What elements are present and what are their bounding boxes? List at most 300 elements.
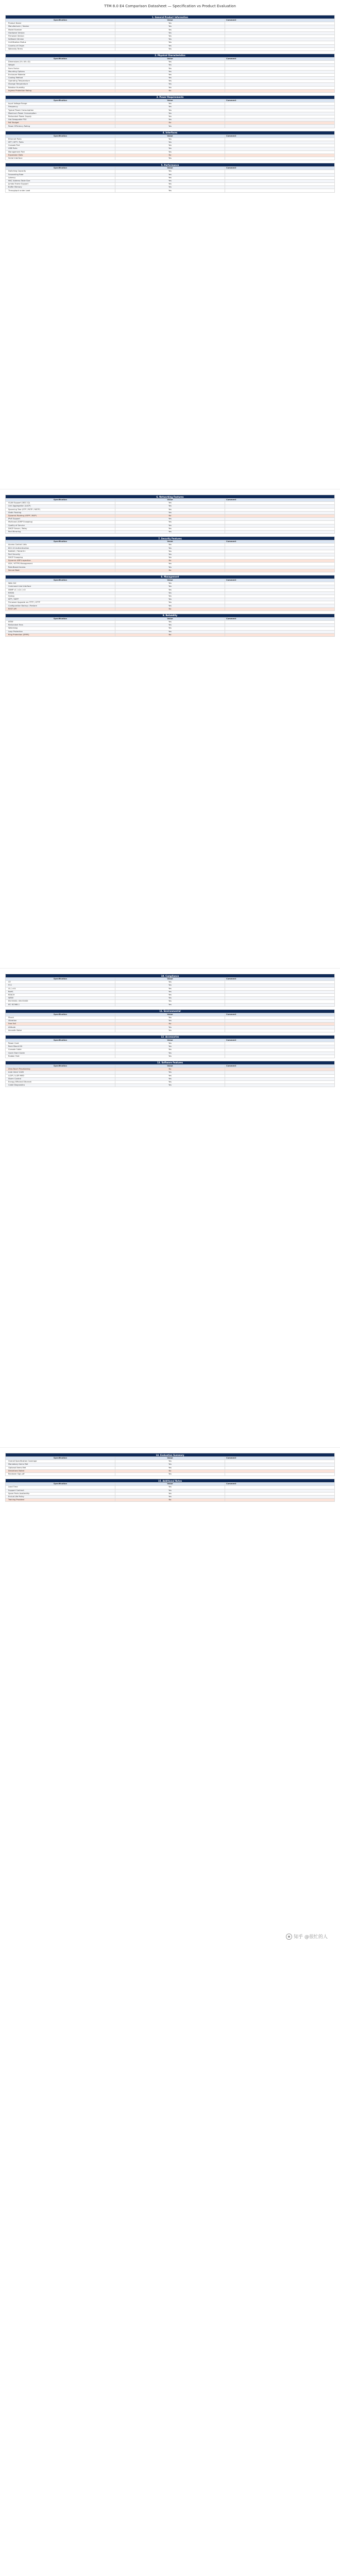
section-band — [6, 1035, 335, 1039]
value-cell: Yes — [115, 601, 225, 604]
section-band — [6, 537, 335, 540]
value-cell: Yes — [115, 1029, 225, 1032]
value-cell: Yes — [115, 44, 225, 47]
value-cell: Yes — [115, 505, 225, 508]
column-header-value: Value — [115, 134, 225, 138]
spec-cell: REST API — [6, 607, 115, 611]
spec-cell: DHCP Server / Relay — [6, 527, 115, 530]
value-cell: Yes — [115, 981, 225, 984]
column-header-spec: Specification — [6, 167, 115, 170]
value-cell: No — [115, 1023, 225, 1026]
section-title: 14. Evaluation Summary — [6, 1453, 335, 1457]
value-cell: No — [115, 1068, 225, 1071]
section-title: 15. Additional Notes — [6, 1479, 335, 1483]
spec-cell: Training Provided — [6, 1499, 115, 1502]
spec-cell: Static Routing — [6, 511, 115, 514]
value-cell: Yes — [115, 550, 225, 553]
column-header-spec: Specification — [6, 617, 115, 620]
spec-cell: Altitude — [6, 1026, 115, 1029]
value-cell: Yes — [115, 112, 225, 115]
value-cell: No — [115, 154, 225, 157]
spec-cell: SSH / HTTPS Management — [6, 563, 115, 566]
spec-cell: Cooling Method — [6, 77, 115, 80]
column-header-value: Value — [115, 167, 225, 170]
spec-cell: DHCP Snooping — [6, 556, 115, 560]
spec-cell: Access Control Lists — [6, 544, 115, 547]
spec-cell: Buffer Memory — [6, 186, 115, 189]
section-spacer — [6, 1087, 335, 1090]
spec-cell: Support Contract — [6, 1489, 115, 1492]
value-cell: Yes — [115, 35, 225, 38]
value-cell: Yes — [115, 553, 225, 556]
section-title: 8. Management — [6, 575, 335, 579]
column-header-comment: Comment — [225, 579, 335, 582]
spec-cell: Energy Efficient Ethernet — [6, 1080, 115, 1083]
watermark — [286, 1933, 328, 1940]
value-cell: Yes — [115, 147, 225, 150]
value-cell: No — [115, 514, 225, 517]
value-cell: Yes — [115, 38, 225, 41]
spec-cell: Rack Mount Kit — [6, 1045, 115, 1048]
value-cell: Yes — [115, 591, 225, 595]
spec-cell: USB Ports — [6, 147, 115, 150]
column-header-spec: Specification — [6, 1457, 115, 1460]
spec-cell: Shock — [6, 1016, 115, 1019]
column-header-spec: Specification — [6, 540, 115, 544]
comparison-table — [5, 495, 335, 639]
spacer-cell — [6, 1502, 335, 1505]
value-cell: Yes — [115, 993, 225, 996]
column-header-spec: Specification — [6, 99, 115, 102]
column-header-value: Value — [115, 617, 225, 620]
value-cell: Yes — [115, 170, 225, 173]
spec-cell: RADIUS / TACACS+ — [6, 550, 115, 553]
value-cell: Yes — [115, 73, 225, 76]
value-cell: Yes — [115, 1003, 225, 1006]
spec-cell: Expansion Slots — [6, 154, 115, 157]
section-spacer — [6, 636, 335, 639]
column-header-value: Value — [115, 1457, 225, 1460]
value-cell: Yes — [115, 990, 225, 993]
section-band — [6, 131, 335, 134]
spec-cell: Port Mirroring — [6, 530, 115, 533]
spec-cell: Link Aggregation (LACP) — [6, 505, 115, 508]
section-band — [6, 54, 335, 57]
value-cell: Yes — [115, 1472, 225, 1476]
value-cell: Yes — [115, 1055, 225, 1058]
spec-cell: Loop Protection — [6, 630, 115, 633]
section-band — [6, 95, 335, 99]
spec-cell: Power Efficiency Rating — [6, 125, 115, 128]
spec-cell: RMON — [6, 591, 115, 595]
spec-cell: Optional Items Met — [6, 1466, 115, 1469]
value-cell: Yes — [115, 547, 225, 550]
spec-cell: FCC — [6, 984, 115, 987]
value-cell: Yes — [115, 595, 225, 598]
spec-cell: Overall Specification Coverage — [6, 1460, 115, 1463]
section-spacer — [6, 192, 335, 195]
value-cell: Yes — [115, 157, 225, 160]
spec-cell: Storage Temperature — [6, 83, 115, 86]
value-cell: Yes — [115, 1071, 225, 1074]
value-cell: Yes — [115, 86, 225, 89]
spec-cell: Acoustic Noise — [6, 1029, 115, 1032]
value-cell: Yes — [115, 1466, 225, 1469]
value-cell: Yes — [115, 1016, 225, 1019]
column-header-value: Value — [115, 1039, 225, 1042]
column-header-comment: Comment — [225, 499, 335, 502]
spec-cell: Web GUI — [6, 582, 115, 585]
section-title: 11. Environmental — [6, 1009, 335, 1013]
value-cell: Yes — [115, 556, 225, 560]
spec-cell: MAC Address Table Size — [6, 179, 115, 182]
column-header-value: Value — [115, 99, 225, 102]
value-cell: Yes — [115, 115, 225, 118]
spec-cell: Dynamic Routing (OSPF / BGP) — [6, 514, 115, 517]
section-title: 1. General Product Information — [6, 15, 335, 19]
spec-cell: Spanning Tree (STP / RSTP / MSTP) — [6, 508, 115, 511]
spec-cell: Firmware Version — [6, 35, 115, 38]
spec-cell: Model Number — [6, 28, 115, 31]
value-cell: Yes — [115, 518, 225, 521]
section-band — [6, 614, 335, 617]
value-cell: Yes — [115, 1486, 225, 1489]
spec-cell: Ethernet Ports — [6, 138, 115, 141]
value-cell: Yes — [115, 1084, 225, 1087]
spec-cell: LLDP / LLDP-MED — [6, 1074, 115, 1077]
spec-cell: Firmware Upgrade via TFTP / HTTP — [6, 601, 115, 604]
spec-cell: Certification Status — [6, 41, 115, 44]
spec-cell: Zero-Touch Provisioning — [6, 1068, 115, 1071]
value-cell: Yes — [115, 28, 225, 31]
spec-cell: PoE Budget — [6, 122, 115, 125]
value-cell: Yes — [115, 1463, 225, 1466]
spec-cell: Multicast (IGMP Snooping) — [6, 521, 115, 524]
value-cell: Yes — [115, 186, 225, 189]
column-header-comment: Comment — [225, 1457, 335, 1460]
spec-cell: Quality of Service — [6, 524, 115, 527]
spec-cell: Serial Interface — [6, 157, 115, 160]
spec-cell: Weight — [6, 64, 115, 67]
value-cell: Yes — [115, 502, 225, 505]
sheet-page — [0, 1447, 340, 1926]
comparison-table — [5, 1453, 335, 1505]
value-cell: Yes — [115, 604, 225, 607]
spec-cell: Management Port — [6, 150, 115, 154]
value-cell: Yes — [115, 25, 225, 28]
section-title: 5. Performance — [6, 163, 335, 167]
value-cell: Yes — [115, 1077, 225, 1080]
spec-cell: Ring Protection (ERPS) — [6, 633, 115, 636]
value-cell: Yes — [115, 585, 225, 588]
value-cell: Yes — [115, 1460, 225, 1463]
column-header-comment: Comment — [225, 134, 335, 138]
value-cell: Yes — [115, 173, 225, 176]
value-cell: Yes — [115, 109, 225, 112]
section-title: 7. Security Features — [6, 537, 335, 540]
spec-cell: REACH — [6, 993, 115, 996]
value-cell: Yes — [115, 630, 225, 633]
section-band — [6, 1061, 335, 1064]
spec-cell: Cable Diagnostics — [6, 1084, 115, 1087]
value-cell: Yes — [115, 987, 225, 990]
section-title: 12. Accessories — [6, 1035, 335, 1039]
spec-cell: VLAN Support (802.1Q) — [6, 502, 115, 505]
spec-cell: UL / cUL — [6, 987, 115, 990]
value-cell: No — [115, 1499, 225, 1502]
spec-cell: Console Port — [6, 144, 115, 147]
section-band — [6, 495, 335, 499]
spec-cell: Command Line Interface — [6, 585, 115, 588]
value-cell: Yes — [115, 544, 225, 547]
column-header-comment: Comment — [225, 57, 335, 60]
value-cell: Yes — [115, 527, 225, 530]
spec-cell: IEC 62368-1 — [6, 1003, 115, 1006]
spec-cell: Vibration — [6, 1020, 115, 1023]
section-band — [6, 15, 335, 19]
spacer-cell — [6, 1087, 335, 1090]
value-cell: Yes — [115, 77, 225, 80]
value-cell: Yes — [115, 176, 225, 179]
value-cell: Yes — [115, 41, 225, 44]
value-cell: Yes — [115, 1489, 225, 1492]
value-cell: Yes — [115, 183, 225, 186]
value-cell: Yes — [115, 80, 225, 83]
spec-cell: Secure Boot — [6, 569, 115, 572]
section-title: 4. Interfaces — [6, 131, 335, 134]
column-header-comment: Comment — [225, 19, 335, 22]
column-header-value: Value — [115, 1064, 225, 1067]
spec-cell: Auto Voice VLAN — [6, 1071, 115, 1074]
value-cell: Yes — [115, 106, 225, 109]
spec-cell: Frequency — [6, 106, 115, 109]
spec-cell: RoHS — [6, 990, 115, 993]
spec-cell: SNMP v1 / v2c / v3 — [6, 588, 115, 591]
spec-cell: NTP / SNTP — [6, 598, 115, 601]
value-cell: Yes — [115, 598, 225, 601]
value-cell: Yes — [115, 61, 225, 64]
spec-cell: Throughput under Load — [6, 189, 115, 192]
spec-cell: Enclosure Material — [6, 73, 115, 76]
column-header-value: Value — [115, 57, 225, 60]
spec-cell: Role-Based Access — [6, 566, 115, 569]
spec-cell: Reviewer Sign-off — [6, 1472, 115, 1476]
value-cell: Yes — [115, 1074, 225, 1077]
column-header-comment: Comment — [225, 167, 335, 170]
value-cell: Yes — [115, 1048, 225, 1052]
value-cell: No — [115, 122, 225, 125]
value-cell: Yes — [115, 1045, 225, 1048]
column-header-value: Value — [115, 978, 225, 981]
sheet-page — [0, 968, 340, 1447]
value-cell: Yes — [115, 189, 225, 192]
value-cell: No — [115, 1469, 225, 1472]
section-band — [6, 163, 335, 167]
value-cell: Yes — [115, 1026, 225, 1029]
watermark-text: 知乎 @很忙的人 — [294, 1935, 328, 1940]
spacer-cell — [6, 192, 335, 195]
column-header-comment: Comment — [225, 617, 335, 620]
value-cell: Yes — [115, 624, 225, 627]
value-cell: No — [115, 89, 225, 92]
value-cell: Yes — [115, 1042, 225, 1045]
spec-cell: Product Name — [6, 22, 115, 25]
column-header-spec: Specification — [6, 978, 115, 981]
value-cell: Yes — [115, 521, 225, 524]
column-header-spec: Specification — [6, 579, 115, 582]
column-header-comment: Comment — [225, 978, 335, 981]
column-header-spec: Specification — [6, 1013, 115, 1016]
value-cell: Yes — [115, 1000, 225, 1003]
spec-cell: End-of-Life Policy — [6, 1495, 115, 1498]
value-cell: Yes — [115, 508, 225, 511]
value-cell: Yes — [115, 627, 225, 630]
spec-cell: CE — [6, 981, 115, 984]
value-cell: Yes — [115, 1080, 225, 1083]
value-cell: No — [115, 569, 225, 572]
value-cell: Yes — [115, 1495, 225, 1498]
value-cell: Yes — [115, 530, 225, 533]
value-cell: Yes — [115, 997, 225, 1000]
section-title: 9. Reliability — [6, 614, 335, 617]
section-title: 6. Networking Features — [6, 495, 335, 499]
value-cell: Yes — [115, 621, 225, 624]
column-header-value: Value — [115, 1483, 225, 1486]
spec-cell: Free Fall — [6, 1023, 115, 1026]
pages-container — [0, 10, 340, 1926]
section-band — [6, 1479, 335, 1483]
section-title: 13. Software Features — [6, 1061, 335, 1064]
column-header-comment: Comment — [225, 1064, 335, 1067]
sheet-page — [0, 489, 340, 968]
spec-cell: Relative Humidity — [6, 86, 115, 89]
column-header-comment: Comment — [225, 1013, 335, 1016]
spec-cell: Rubber Feet — [6, 1055, 115, 1058]
value-cell: Yes — [115, 511, 225, 514]
value-cell: Yes — [115, 83, 225, 86]
value-cell: No — [115, 607, 225, 611]
spec-cell: Country of Origin — [6, 44, 115, 47]
spec-cell: Forwarding Rate — [6, 173, 115, 176]
column-header-value: Value — [115, 499, 225, 502]
section-title: 2. Physical Characteristics — [6, 54, 335, 57]
spec-cell: Configuration Backup / Restore — [6, 604, 115, 607]
column-header-spec: Specification — [6, 499, 115, 502]
spec-cell: EN 55032 / EN 55035 — [6, 1000, 115, 1003]
column-header-value: Value — [115, 1013, 225, 1016]
spec-cell: Syslog — [6, 595, 115, 598]
spec-cell: WEEE — [6, 997, 115, 1000]
spec-cell: Software Version — [6, 38, 115, 41]
column-header-value: Value — [115, 579, 225, 582]
value-cell: Yes — [115, 179, 225, 182]
sheet-page — [0, 10, 340, 489]
spec-cell: Lead Time — [6, 1486, 115, 1489]
comparison-table — [5, 974, 335, 1090]
document-title: TTM 8.0 E4 Comparison Datasheet — Specification vs Product Evaluation — [104, 4, 236, 8]
spec-cell: Quick Start Guide — [6, 1052, 115, 1055]
spec-cell: Manufacturer / Vendor — [6, 25, 115, 28]
value-cell: Yes — [115, 563, 225, 566]
watermark-area — [0, 1926, 340, 1949]
value-cell: Yes — [115, 588, 225, 591]
value-cell: Yes — [115, 1052, 225, 1055]
column-header-spec: Specification — [6, 19, 115, 22]
spec-cell: Port Security — [6, 553, 115, 556]
column-header-comment: Comment — [225, 1483, 335, 1486]
spec-cell: Power Cord — [6, 1042, 115, 1045]
value-cell: Yes — [115, 31, 225, 35]
value-cell: No — [115, 633, 225, 636]
column-header-spec: Specification — [6, 1064, 115, 1067]
spacer-cell — [6, 636, 335, 639]
watermark-logo-icon — [286, 1934, 292, 1940]
section-spacer — [6, 1502, 335, 1505]
spec-cell: Spare Parts Availability — [6, 1492, 115, 1495]
value-cell: Yes — [115, 984, 225, 987]
column-header-spec: Specification — [6, 134, 115, 138]
section-title: 3. Power Requirements — [6, 95, 335, 99]
spec-cell: Maximum Power Consumption — [6, 112, 115, 115]
spec-cell: Warranty Terms — [6, 47, 115, 50]
spec-cell: Form Factor — [6, 67, 115, 70]
spec-cell: Watchdog — [6, 627, 115, 630]
value-cell: Yes — [115, 47, 225, 50]
column-header-spec: Specification — [6, 1483, 115, 1486]
spec-cell: Operating Temperature — [6, 80, 115, 83]
column-header-comment: Comment — [225, 99, 335, 102]
spec-cell: Redundant Power Supply — [6, 115, 115, 118]
spec-cell: Storm Control — [6, 1077, 115, 1080]
spec-cell: Mounting Options — [6, 70, 115, 73]
spec-cell: Hot-Swappable PSU — [6, 118, 115, 122]
section-title: 10. Compliance — [6, 974, 335, 978]
comparison-table — [5, 15, 335, 195]
spec-cell: Dimensions (H x W x D) — [6, 61, 115, 64]
section-band — [6, 1453, 335, 1457]
value-cell: Yes — [115, 118, 225, 122]
spec-cell: MTBF — [6, 621, 115, 624]
value-cell: Yes — [115, 138, 225, 141]
spec-cell: Console Cable — [6, 1048, 115, 1052]
column-header-value: Value — [115, 19, 225, 22]
value-cell: Yes — [115, 524, 225, 527]
column-header-value: Value — [115, 540, 225, 544]
value-cell: Yes — [115, 22, 225, 25]
spec-cell: Ingress Protection Rating — [6, 89, 115, 92]
value-cell: Yes — [115, 566, 225, 569]
section-band — [6, 575, 335, 579]
spec-cell: Dynamic ARP Inspection — [6, 560, 115, 563]
spec-cell: SFP / SFP+ Ports — [6, 141, 115, 144]
spec-cell: Redundant Fans — [6, 624, 115, 627]
spec-cell: Mandatory Items Met — [6, 1463, 115, 1466]
spec-cell: Deviations Noted — [6, 1469, 115, 1472]
value-cell: Yes — [115, 1492, 225, 1495]
spec-cell: Latency — [6, 176, 115, 179]
spec-cell: Hardware Version — [6, 31, 115, 35]
value-cell: Yes — [115, 150, 225, 154]
spec-cell: Jumbo Frame Support — [6, 183, 115, 186]
spec-cell: Switching Capacity — [6, 170, 115, 173]
column-header-comment: Comment — [225, 1039, 335, 1042]
spec-cell: 802.1X Authentication — [6, 547, 115, 550]
value-cell: Yes — [115, 67, 225, 70]
value-cell: Yes — [115, 1020, 225, 1023]
value-cell: Yes — [115, 70, 225, 73]
column-header-comment: Comment — [225, 540, 335, 544]
spec-cell: IPv6 Support — [6, 518, 115, 521]
